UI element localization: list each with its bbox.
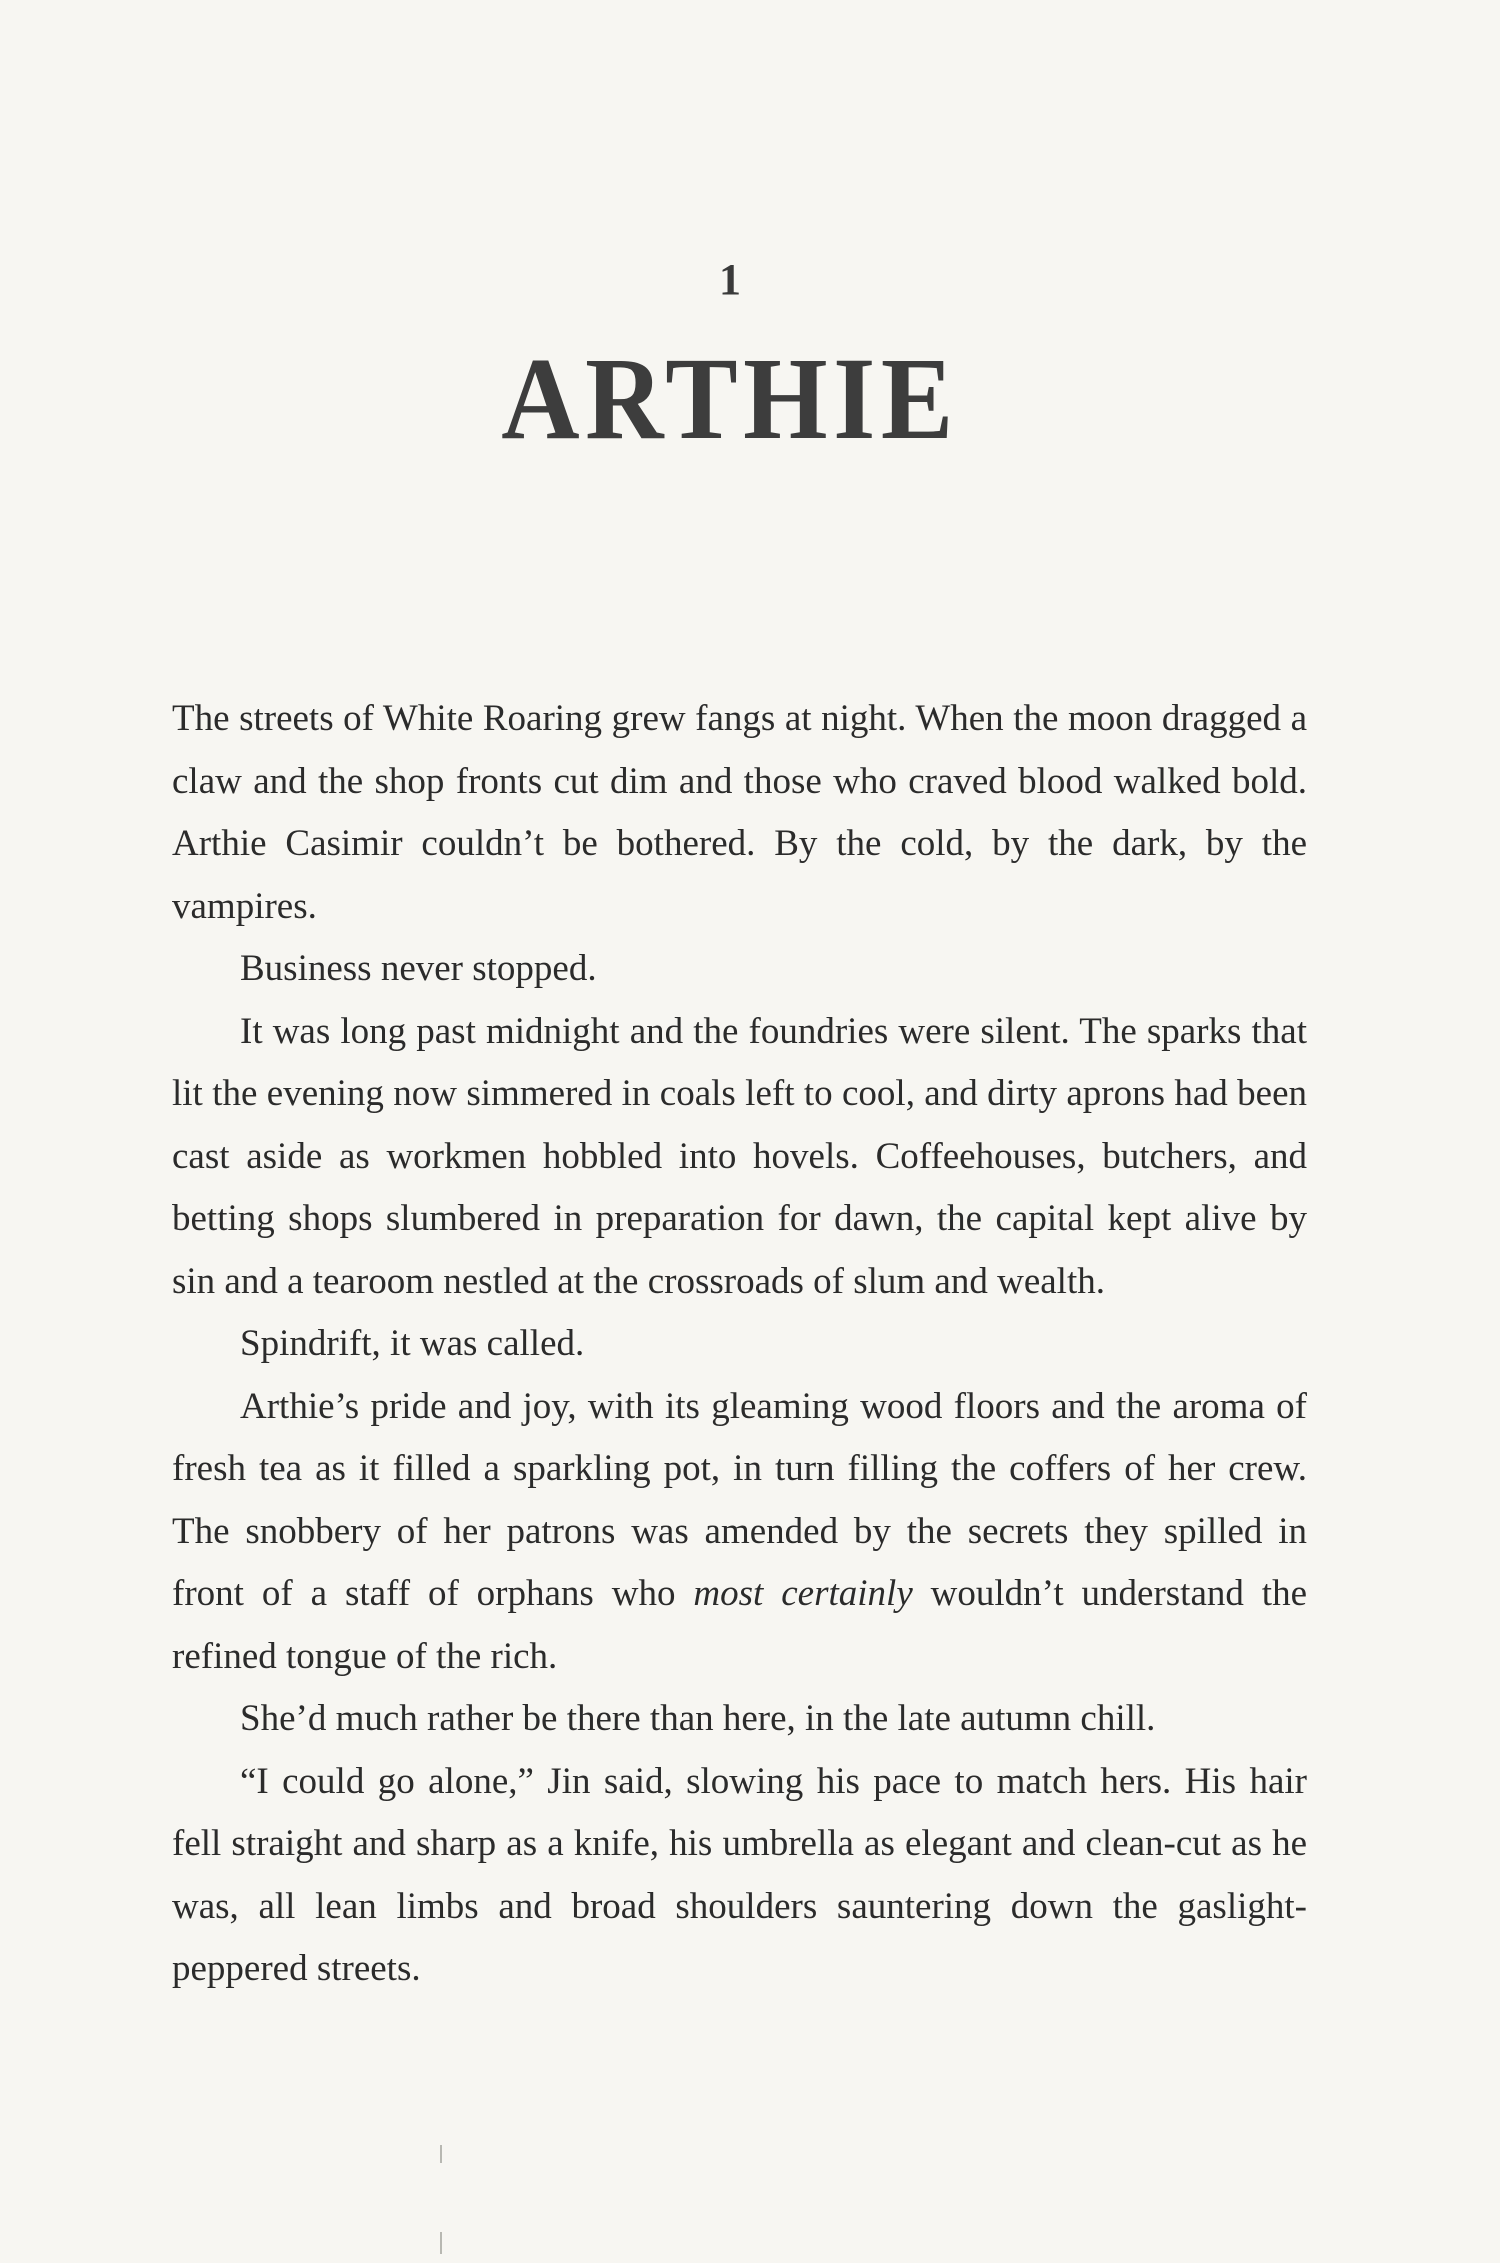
scan-mark bbox=[440, 2145, 442, 2163]
scan-mark bbox=[440, 2232, 442, 2254]
paragraph-3: It was long past midnight and the foundries were silent. The sparks that lit the evening now simmered in coals left to cool, and dirty aprons had been cast aside as workmen hobbled into hovels. Coffeehouses, butchers, and betting shops slumbered in preparation for dawn, the capital kept alive by sin and a tearoom nestled at the crossroads of slum and wealth. bbox=[172, 1010, 1307, 1302]
paragraph-2: Business never stopped. bbox=[240, 948, 597, 989]
chapter-number: 1 bbox=[719, 255, 741, 304]
paragraph-1: The streets of White Roaring grew fangs at night. When the moon dragged a claw and the shop fronts cut dim and those who craved blood walked bold. Arthie Casimir couldn’t be bothered. By the cold, by the dark, by the vampires. bbox=[172, 698, 1307, 927]
paragraph-5 bbox=[172, 1376, 1307, 1689]
chapter-body bbox=[172, 688, 1307, 2001]
paragraph-4: Spindrift, it was called. bbox=[240, 1323, 585, 1364]
paragraph-6: She’d much rather be there than here, in the late autumn chill. bbox=[240, 1698, 1156, 1739]
paragraph-5-end: wouldn’t understand the refined tongue of the rich. bbox=[172, 1573, 1308, 1677]
paragraph-5-emphasis: most certainly bbox=[693, 1573, 913, 1614]
paragraph-7: “I could go alone,” Jin said, slowing his pace to match hers. His hair fell straight and sharp as a knife, his umbrella as elegant and clean-cut as he was, all lean limbs and broad shoulders sauntering down the gaslight-peppered streets. bbox=[172, 1760, 1307, 1989]
chapter-title: ARTHIE bbox=[501, 333, 959, 464]
paragraph-5-start: Arthie’s pride and joy, with its gleaming wood floors and the aroma of fresh tea as it filled a sparkling pot, in turn filling the coffers of her crew. The snobbery of her patrons was amended by the secrets they spilled in front of a staff of orphans who bbox=[172, 1385, 1307, 1614]
